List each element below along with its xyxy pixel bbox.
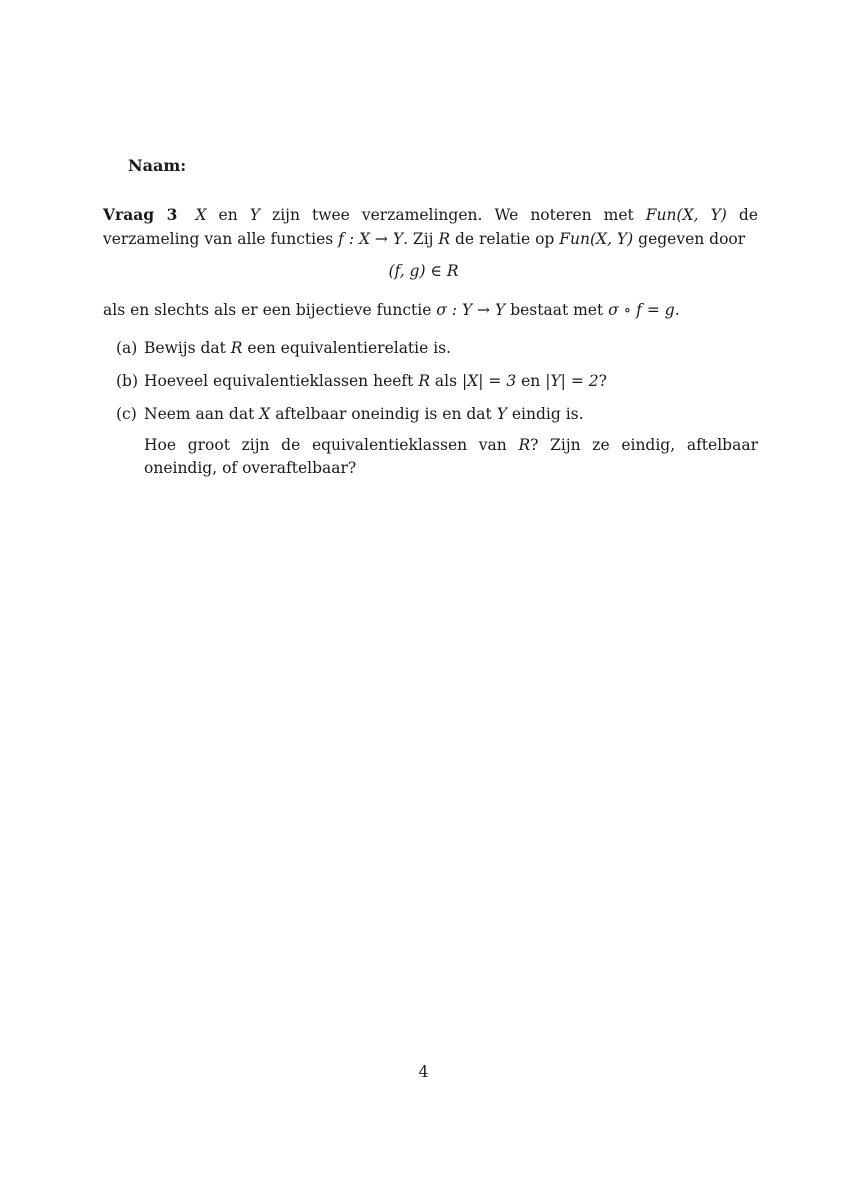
- math-r: R: [518, 436, 531, 454]
- math-fun-xy: Fun(X, Y): [645, 206, 727, 224]
- text-segment: als: [430, 372, 463, 390]
- page-number: 4: [418, 1063, 429, 1081]
- math-sigma: σ : Y → Y: [436, 301, 506, 319]
- text-segment: .: [674, 301, 680, 319]
- text-segment: een equivalentierelatie is.: [242, 339, 452, 357]
- math-function-f: f : X → Y: [338, 230, 404, 248]
- math-card-x: |X| = 3: [462, 372, 517, 390]
- math-x: X: [195, 206, 207, 224]
- subquestion-text: [144, 370, 758, 393]
- math-r: R: [230, 339, 243, 357]
- text-segment: Neem aan dat: [144, 405, 260, 423]
- subquestion-a: [116, 337, 758, 360]
- text-segment: . Zij: [403, 230, 439, 248]
- math-r: R: [438, 230, 451, 248]
- question-condition: [103, 298, 758, 322]
- text-segment: en: [516, 372, 546, 390]
- math-x: X: [259, 405, 271, 423]
- subquestion-text: [144, 337, 758, 360]
- subquestion-text: [144, 403, 758, 488]
- text-segment: Bewijs dat: [144, 339, 231, 357]
- text-segment: bestaat met: [505, 301, 609, 319]
- text-segment: aftelbaar oneindig is en dat: [270, 405, 497, 423]
- math-card-y: |Y| = 2: [545, 372, 599, 390]
- text-segment: en: [206, 206, 250, 224]
- text-segment: zijn twee verzamelingen. We noteren met: [260, 206, 646, 224]
- subquestion-label: (a): [116, 339, 138, 357]
- text-segment: ? Zijn ze eindig, aftelbaar oneindig, of overaftelbaar?: [144, 436, 758, 477]
- text-segment: als en slechts als er een bijectieve functie: [103, 301, 437, 319]
- text-segment: Hoe groot zijn de equivalentieklassen van: [144, 436, 519, 454]
- text-segment: de verzameling van alle functies: [103, 206, 758, 248]
- question-label: Vraag 3: [103, 205, 178, 224]
- math-y: Y: [496, 405, 507, 423]
- subquestion-label: (b): [116, 372, 139, 390]
- text-segment: ?: [598, 372, 607, 390]
- question-intro: [103, 203, 758, 251]
- subquestion-list: [116, 337, 758, 498]
- subquestion-c: [116, 403, 758, 488]
- subquestion-paragraph: [144, 434, 758, 480]
- math-r: R: [418, 372, 430, 390]
- math-composition: σ ∘ f = g: [608, 301, 675, 319]
- subquestion-label: (c): [116, 405, 137, 423]
- display-formula: (f, g) ∈ R: [388, 262, 459, 280]
- text-segment: eindig is.: [506, 405, 584, 423]
- subquestion-paragraph: [144, 403, 758, 426]
- text-segment: de relatie op: [450, 230, 560, 248]
- text-segment: Hoeveel equivalentieklassen heeft: [144, 372, 419, 390]
- text-segment: gegeven door: [633, 230, 746, 248]
- math-y: Y: [249, 206, 260, 224]
- math-fun-xy: Fun(X, Y): [559, 230, 634, 248]
- subquestion-b: [116, 370, 758, 393]
- name-label: Naam:: [128, 156, 187, 175]
